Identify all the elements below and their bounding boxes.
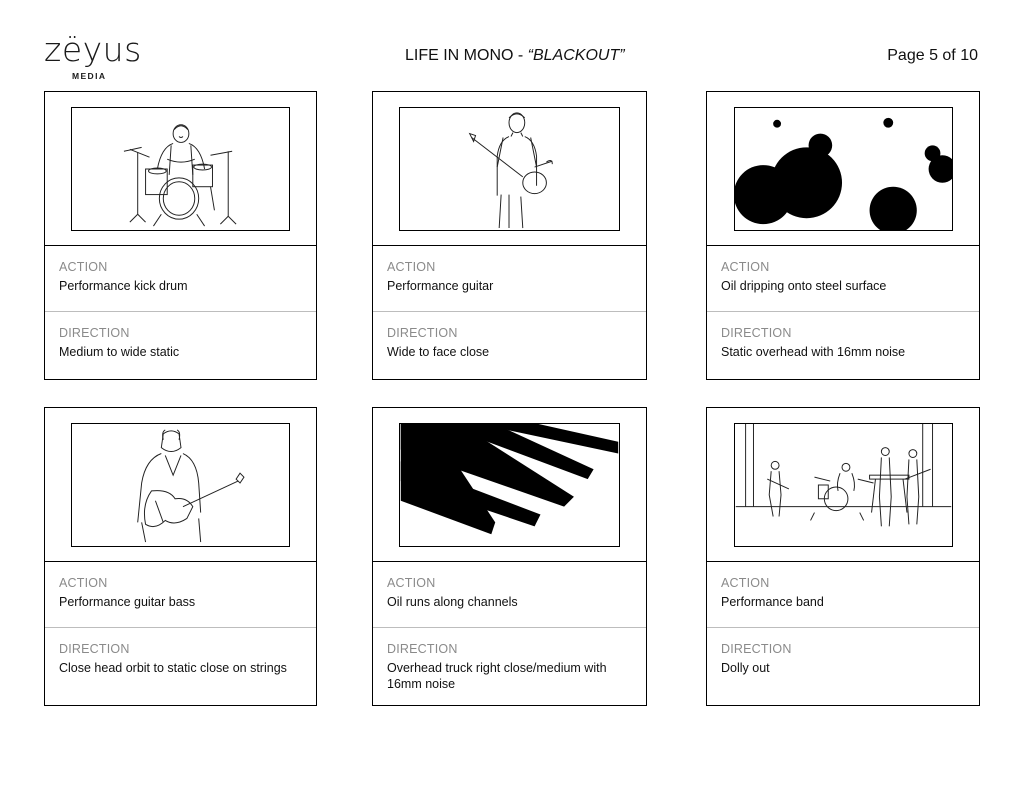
action-label: ACTION xyxy=(59,576,108,590)
document-title xyxy=(405,47,625,65)
drummer-sketch-icon xyxy=(71,107,290,231)
frame-area xyxy=(45,92,316,246)
frame-area xyxy=(707,408,979,562)
direction-section xyxy=(707,628,979,694)
band-sketch-icon xyxy=(734,423,953,547)
zeyus-media-logo xyxy=(44,30,142,82)
storyboard-panel-4 xyxy=(44,407,317,706)
direction-text: Wide to face close xyxy=(387,345,490,359)
storyboard-panel-3 xyxy=(706,91,980,380)
frame-area xyxy=(373,92,646,246)
storyboard-panel-2 xyxy=(372,91,647,380)
direction-section xyxy=(45,628,316,694)
oil-channels-graphic-icon xyxy=(399,423,620,547)
action-text: Performance kick drum xyxy=(59,279,188,293)
action-section xyxy=(707,246,979,312)
storyboard-panel-6 xyxy=(706,407,980,706)
direction-section xyxy=(45,312,316,378)
frame-area xyxy=(373,408,646,562)
guitarist-sketch-icon xyxy=(399,107,620,231)
action-label: ACTION xyxy=(721,260,770,274)
logo-wordmark: zëyus xyxy=(44,30,142,69)
action-section xyxy=(373,562,646,628)
logo-subtitle: MEDIA xyxy=(72,71,107,81)
direction-section xyxy=(707,312,979,378)
direction-text: Dolly out xyxy=(721,661,770,675)
action-section xyxy=(373,246,646,312)
direction-text: Static overhead with 16mm noise xyxy=(721,345,906,359)
direction-label: DIRECTION xyxy=(721,326,792,340)
action-section xyxy=(45,562,316,628)
title-song: “BLACKOUT” xyxy=(527,47,625,64)
direction-section xyxy=(373,312,646,378)
action-text: Oil runs along channels xyxy=(387,595,518,609)
action-label: ACTION xyxy=(387,576,436,590)
direction-text: Medium to wide static xyxy=(59,345,180,359)
bassist-sketch-icon xyxy=(71,423,290,547)
direction-label: DIRECTION xyxy=(59,642,130,656)
action-text: Performance band xyxy=(721,595,824,609)
action-text: Oil dripping onto steel surface xyxy=(721,279,887,293)
direction-label: DIRECTION xyxy=(387,642,458,656)
storyboard-panel-1 xyxy=(44,91,317,380)
frame-area xyxy=(707,92,979,246)
page-number: Page 5 of 10 xyxy=(887,47,978,64)
action-label: ACTION xyxy=(721,576,770,590)
direction-label: DIRECTION xyxy=(721,642,792,656)
action-text: Performance guitar bass xyxy=(59,595,196,609)
action-section xyxy=(707,562,979,628)
action-section xyxy=(45,246,316,312)
direction-section xyxy=(373,628,646,694)
storyboard-panel-5 xyxy=(372,407,647,706)
frame-area xyxy=(45,408,316,562)
title-main: LIFE IN MONO - xyxy=(405,47,528,64)
direction-text: Overhead truck right close/medium with 16mm noise xyxy=(387,661,607,691)
action-label: ACTION xyxy=(59,260,108,274)
direction-label: DIRECTION xyxy=(387,326,458,340)
direction-text: Close head orbit to static close on strings xyxy=(59,661,287,675)
action-text: Performance guitar xyxy=(387,279,494,293)
oil-drops-graphic-icon xyxy=(734,107,953,231)
direction-label: DIRECTION xyxy=(59,326,130,340)
action-label: ACTION xyxy=(387,260,436,274)
